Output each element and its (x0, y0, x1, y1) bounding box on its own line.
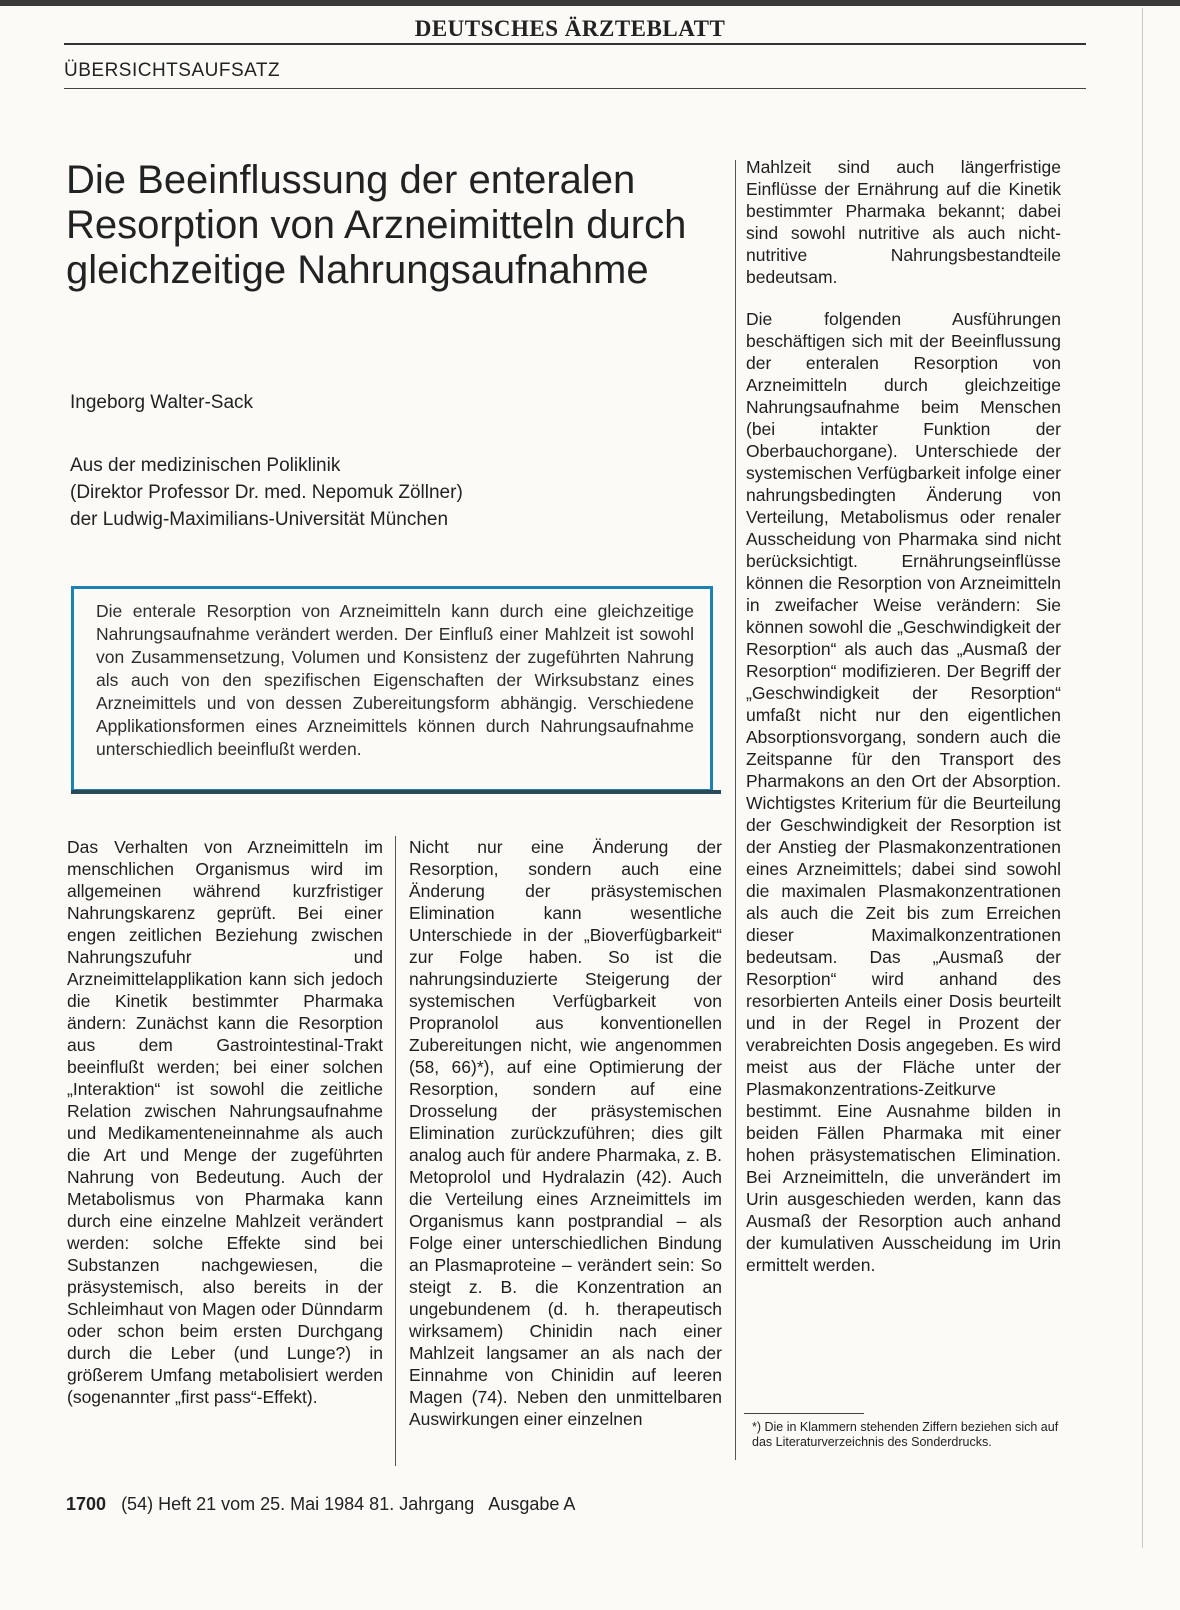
abstract-text: Die enterale Resorption von Arzneimitteln kann durch eine gleichzeitige Nahrungsaufnahme verändert werden. Der Einfluß einer Mahlzeit ist sowohl von Zusammensetzung, Volumen und Konsistenz der zugeführten Nahrung als auch von den spezifischen Eigenschaften der Wirksubstanz eines Arzneimittels und von dessen Zubereitungsform abhängig. Verschiedene Applikationsformen eines Arzneimittels können durch Nahrungsaufnahme unterschiedlich beeinflußt werden. (96, 601, 694, 759)
column-divider (395, 836, 396, 1466)
page-footer (66, 1494, 585, 1515)
affiliation-line: Aus der medizinischen Poliklinik (70, 455, 341, 476)
issue-info: (54) Heft 21 vom 25. Mai 1984 81. Jahrgang (121, 1494, 475, 1514)
top-edge-bar (0, 0, 1180, 6)
paragraph: Mahlzeit sind auch längerfristige Einflüsse der Ernährung auf die Kinetik bestimmter Pharmaka bekannt; dabei sind sowohl nutritive als auch nicht-nutritive Nahrungsbestandteile bedeutsam. (746, 157, 1061, 287)
article-title: Die Beeinflussung der enteralen Resorption von Arzneimitteln durch gleichzeitige Nahrungsaufnahme (66, 158, 687, 292)
affiliation-line: (Direktor Professor Dr. med. Nepomuk Zöllner) (70, 482, 463, 503)
body-column-1 (67, 836, 383, 1408)
edition-label: Ausgabe A (488, 1494, 576, 1514)
section-rule (64, 88, 1086, 89)
journal-masthead: DEUTSCHES ÄRZTEBLATT (414, 16, 726, 41)
paragraph: Das Verhalten von Arzneimitteln im menschlichen Organismus wird im allgemeinen während kurzfristiger Nahrungskarenz geprüft. Bei einer engen zeitlichen Beziehung zwischen Nahrungszufuhr und Arzneimittelapplikation kann sich jedoch die Kinetik bestimmter Pharmaka ändern: Zunächst kann die Resorption aus dem Gastrointestinal-Trakt beeinflußt werden; bei einer solchen „Interaktion“ ist sowohl die zeitliche Relation zwischen Nahrungsaufnahme und Medikamenteneinnahme als auch die Art und Menge der zugeführten Nahrung von Bedeutung. Auch der Metabolismus von Pharmaka kann durch eine einzelne Mahlzeit verändert werden: solche Effekte sind bei Substanzen nachgewiesen, die präsystemisch, also bereits in der Schleimhaut von Magen oder Dünndarm oder schon beim ersten Durchgang durch die Leber (und Lunge?) in größerem Umfang metabolisiert werden (sogenannter „first pass“-Effekt). (67, 837, 383, 1407)
footnote: *) Die in Klammern stehenden Ziffern beziehen sich auf das Literaturverzeichnis des Sonderdrucks. (752, 1420, 1059, 1449)
body-column-2 (409, 836, 722, 1430)
masthead-rule (64, 43, 1086, 45)
section-label: ÜBERSICHTSAUFSATZ (64, 60, 281, 81)
column-divider (735, 160, 736, 1460)
scan-edge-line (1142, 8, 1143, 1548)
affiliation-line: der Ludwig-Maximilians-Universität München (70, 509, 449, 530)
paragraph: Nicht nur eine Änderung der Resorption, sondern auch eine Änderung der präsystemischen Elimination kann wesentliche Unterschiede in der „Bioverfügbarkeit“ zur Folge haben. So ist die nahrungsinduzierte Steigerung der systemischen Verfügbarkeit von Propranolol aus konventionellen Zubereitungen nicht, wie angenommen (58, 66)*), auf eine Optimierung der Resorption, sondern auf eine Drosselung der präsystemischen Elimination zurückzuführen; dies gilt analog auch für andere Pharmaka, z. B. Metoprolol und Hydralazin (42). Auch die Verteilung eines Arzneimittels im Organismus kann postprandial – als Folge einer unterschiedlichen Bindung an Plasmaproteine – verändert sein: So steigt z. B. die Konzentration an ungebundenem (d. h. therapeutisch wirksamem) Chinidin nach einer Mahlzeit langsamer an als nach der Einnahme von Chinidin auf leeren Magen (74). Neben den unmittelbaren Auswirkungen einer einzelnen (409, 837, 722, 1429)
paragraph: Die folgenden Ausführungen beschäftigen sich mit der Beeinflussung der enteralen Resorption von Arzneimitteln durch gleichzeitige Nahrungsaufnahme beim Menschen (bei intakter Funktion der Oberbauchorgane). Unterschiede der systemischen Verfügbarkeit infolge einer nahrungsbedingten Änderung von Verteilung, Metabolismus oder renaler Ausscheidung von Pharmaka sind nicht berücksichtigt. Ernährungseinflüsse können die Resorption von Arzneimitteln in zweifacher Weise verändern: Sie können sowohl die „Geschwindigkeit der Resorption“ als auch das „Ausmaß der Resorption“ modifizieren. Der Begriff der „Geschwindigkeit der Resorption“ umfaßt nicht nur den eigentlichen Absorptionsvorgang, sondern auch die Zeitspanne für den Transport des Pharmakons an den Ort der Absorption. Wichtigstes Kriterium für die Beurteilung der Geschwindigkeit der Resorption ist der Anstieg der Plasmakonzentrationen eines Arzneimittels; dabei sind sowohl die maximalen Plasmakonzentrationen als auch die Zeit bis zum Erreichen dieser Maximalkonzentrationen bedeutsam. Das „Ausmaß der Resorption“ wird anhand des resorbierten Anteils einer Dosis beurteilt und in der Regel in Prozent der verabreichten Dosis angegeben. Es wird meist aus der Fläche unter der Plasmakonzentrations-Zeitkurve bestimmt. Eine Ausnahme bilden in beiden Fällen Pharmaka mit einer hohen präsystematischen Elimination. Bei Arzneimitteln, die unverändert im Urin ausgeschieden werden, kann das Ausmaß der Resorption auch anhand der kumulativen Ausscheidung im Urin ermittelt werden. (746, 309, 1061, 1275)
affiliation (70, 452, 463, 533)
abstract-box-shadow (71, 790, 721, 794)
footnote-rule (744, 1413, 864, 1414)
author-name: Ingeborg Walter-Sack (70, 392, 254, 413)
page-number: 1700 (66, 1494, 107, 1514)
body-column-3 (746, 156, 1061, 1276)
